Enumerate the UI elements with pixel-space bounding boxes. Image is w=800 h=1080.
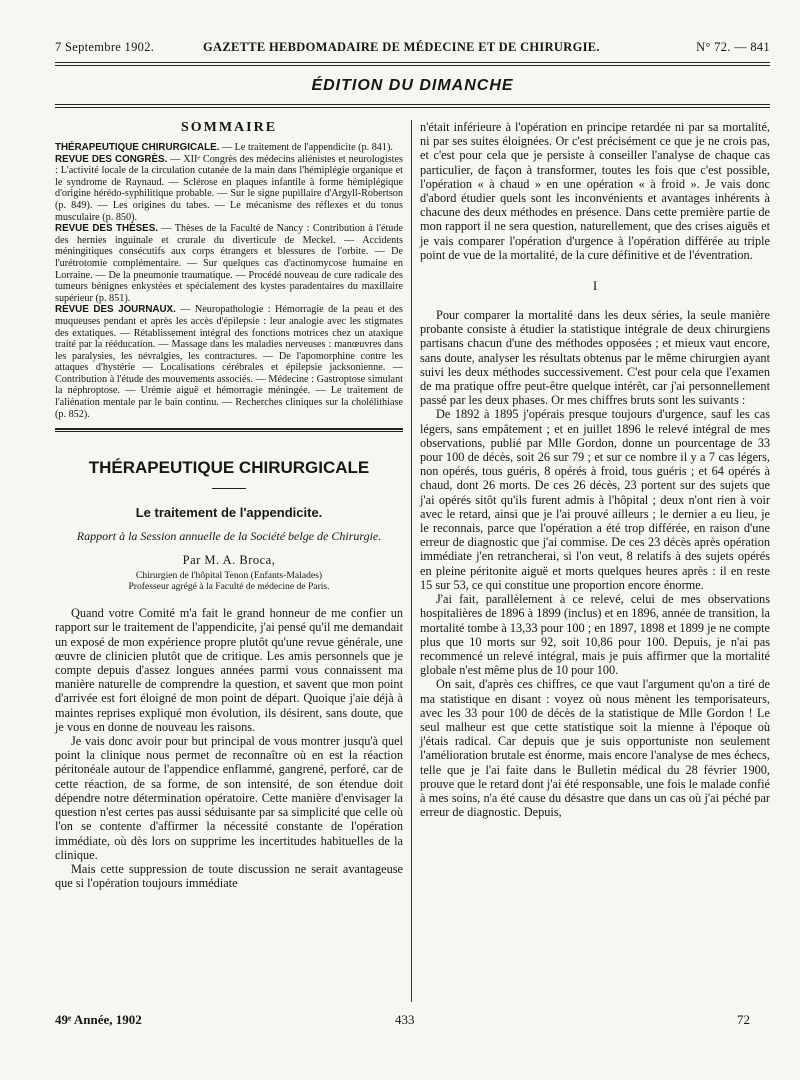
edition-banner: ÉDITION DU DIMANCHE <box>311 77 514 94</box>
body-paragraph: Je vais donc avoir pour but principal de vous montrer jusqu'à quel point la clinique nous permet de reconnaître où en est la réaction péritonéale autour de l'appendice enflammé, gangrené, perforé, car de cette réaction, de sa forme, de son intensité, de son étendue doit dépendre notre détermination opératoire. Cette manière d'envisager la question n'est certes pas aussi séduisante par sa simplicité que celle où l'on se contente d'affirmer la nécessité constante de l'opération immédiate, où dès lors on supprime les incertitudes habituelles de la clinique. <box>55 734 403 862</box>
left-column <box>55 120 403 890</box>
sommaire-entry-text: — XIIᵉ Congrès des médecins aliénistes et neurologistes : L'activité locale de la circulation cutanée de la main dans l'hémiplégie organique et le syndrome de Raynaud. — Sclérose en plaques infantile à forme hémiplégique d'origine hérédo-syphilitique probable. — Sur le signe pupillaire d'Argyll-Robertson (p. 849). — Les origines du tabes. — Le mécanisme des réflexes et du tonus musculaire (p. 850). <box>55 153 403 223</box>
issue-page-number: N° 72. — 841 <box>696 40 770 54</box>
body-paragraph: n'était inférieure à l'opération en principe retardée ni par sa mortalité, ni par ses suites éloignées. Or c'est précisément ce que je ne crois pas, et c'est pour cela que je persiste à conseiller l'analyse de chaque cas particulier, de façon à transformer, toutes les fois que c'est possible, l'opération « à chaud » en une opération « à froid ». Je vais donc d'abord étudier quels sont les inconvénients et avantages inhérents à chacune des deux méthodes en présence. Dans cette première partie de mon rapport il ne sera question, naturellement, que des crises aiguës et je vais comparer l'opération d'urgence à l'opération différée au triple point de vue de la mortalité, de la cure définitive et de l'éventration. <box>420 120 770 262</box>
sommaire-entry-text: — Neuropathologie : Hémorragie de la peau et des muqueuses pendant et après les accès d'épilepsie : leur analogie avec les stigmates des extatiques. — Rétablissement intégral des fonctions motrices chez un ataxique traité par la rééducation. — Massage dans les maladies nerveuses : manœuvres dans les paralysies, les névralgies, les contractures. — De l'apomorphine contre les attaques d'hystérie — Localisations cérébrales et épilepsie jacksonienne. — Contribution à l'étude des mouvements associés. — Médecine : Gastroptose simulant la néphroptose. — Urémie aiguë et hémorragie méningée. — Le traitement de l'aliénation mentale par le bain continu. — Recherches cliniques sur la cholélithiase (p. 852). <box>55 304 404 420</box>
sommaire-entry-head: REVUE DES CONGRÈS. <box>55 153 168 165</box>
sommaire-entry <box>55 154 403 224</box>
header-date: 7 Septembre 1902. <box>55 40 155 54</box>
body-paragraph: Mais cette suppression de toute discussion ne serait avantageuse que si l'opération toujours immédiate <box>55 861 403 891</box>
article-rapport: Rapport à la Session annuelle de la Société belge de Chirurgie. <box>76 529 382 544</box>
page-footer <box>55 1012 770 1030</box>
affiliation-line: Chirurgien de l'hôpital Tenon (Enfants-Malades) <box>135 570 323 582</box>
sommaire-entry-text: — Le traitement de l'appendicite (p. 841). <box>219 142 393 153</box>
article-title: Le traitement de l'appendicite. <box>135 505 323 521</box>
sommaire-entry <box>55 304 403 420</box>
sommaire-end-rule <box>55 428 403 432</box>
footer-issue: 72 <box>737 1012 750 1027</box>
edition-rule <box>55 104 770 108</box>
right-column <box>420 120 770 819</box>
affiliation-line: Professeur agrégé à la Faculté de médecine de Paris. <box>128 581 330 593</box>
section-number: I <box>592 278 598 294</box>
journal-title: GAZETTE HEBDOMADAIRE DE MÉDECINE ET DE CHIRURGIE. <box>203 40 600 54</box>
body-paragraph: J'ai fait, parallèlement à ce relevé, celui de mes observations hospitalières de 1896 à 1899 (inclus) et en 1896, année de transition, la mortalité tombe à 13,33 pour 100 ; en 1897, 1898 et 1899 je ne compte plus que 10 morts sur 92, soit 10,86 pour 100. Depuis, je n'ai pas recommencé un relevé intégral, mais je puis affirmer que la mortalité globale n'est même plus de 10 pour 100. <box>420 592 770 678</box>
sommaire-entry <box>55 223 403 304</box>
sommaire-entry-text: — Thèses de la Faculté de Nancy : Contribution à l'étude des hernies inguinale et crurale du diverticule de Meckel. — Accidents méningitiques consécutifs aux corps étrangers et blessures de l'orbite. — De l'urétrotomie complémentaire. — Sur quelques cas d'actinomycose humaine en Lorraine. — De la pneumonie traumatique. — Procédé nouveau de cure radicale des tumeurs bénignes enkystées et spécialement des kystes paradentaires du maxillaire supérieur (p. 851). <box>55 223 404 304</box>
title-rule <box>212 488 246 489</box>
author-affiliation <box>55 570 403 592</box>
column-divider <box>411 120 412 1002</box>
sommaire-entry <box>55 142 403 154</box>
body-paragraph: On sait, d'après ces chiffres, ce que vaut l'argument qu'on a tiré de ma statistique en disant : voyez où nous mènent les temporisateurs, avec les 33 pour 100 de décès de la statistique de Mlle Gordon ! Le seul malheur est que cette statistique soit la mienne à l'époque où j'étais radical. Car depuis que je suis opportuniste non seulement l'amélioration brutale est énorme, mais encore l'analyse de mes échecs, telle que je l'ai faite dans le Bulletin médical du 28 février 1900, prouve que le retard dont j'ai été responsable, une fois le malade confié à mes soins, n'a été cause du désastre que dans un cas où j'ai péché par erreur de diagnostic. Depuis, <box>420 677 770 820</box>
journal-page <box>55 0 770 1080</box>
running-header <box>55 40 770 58</box>
footer-page-number: 433 <box>395 1012 415 1027</box>
body-paragraph: Quand votre Comité m'a fait le grand honneur de me confier un rapport sur le traitement de l'appendicite, j'ai pensé qu'il me demandait un exposé de mon expérience propre plutôt qu'une revue générale, une œuvre de clinicien plutôt que de critique. Les amis personnels que je compte depuis d'assez longues années parmi vous connaissent ma manière naturelle de comprendre la question, et savent que mon point d'arrivée est fort éloigné de mon point de départ. Quoique j'aie déjà à maintes reprises expliqué mon évolution, ils désirent, sans doute, que je vous en donne de nouveau les raisons. <box>55 606 403 734</box>
section-heading: THÉRAPEUTIQUE CHIRURGICALE <box>88 458 370 478</box>
sommaire-entry-head: REVUE DES JOURNAUX. <box>55 304 176 316</box>
body-paragraph: De 1892 à 1895 j'opérais presque toujours d'urgence, sauf les cas légers, sans empâtement ; et en juillet 1896 le relevé intégral de mes observations, publié par Mlle Gordon, donne un pourcentage de 33 pour 100 de décès, soit 26 sur 79 ; et sur ce nombre il y a 7 cas légers, non opérés, tous guéris, 8 opérés à froid, tous guéris ; et 64 opérés à chaud, dont 26 morts. De ces 26 décès, 23 portent sur des sujets que j'ai opérés sitôt qu'ils furent admis à l'hôpital ; deux n'ont rien à voir avec le retard, ainsi que je l'ai prouvé ailleurs ; le dernier a eu lieu, je le reconnais, parce que l'opération a été trop différée, en raison d'une erreur de diagnostic que j'ai commise. De ces 23 décès après opération immédiate j'en retrancherai, si l'on veut, 8 relatifs à des sujets opérés en pleine péritonite aiguë et morts quelques heures après : il en reste 15 sur 53, ce qui constitue une proportion encore énorme. <box>420 407 770 592</box>
sommaire-entry-head: REVUE DES THÈSES. <box>55 223 158 235</box>
header-rule <box>55 62 770 66</box>
article-author: Par M. A. Broca, <box>182 553 276 568</box>
sommaire-entry-head: THÉRAPEUTIQUE CHIRURGICALE. <box>55 142 220 153</box>
sommaire-title: SOMMAIRE <box>180 120 278 135</box>
footer-year: 49ᵉ Année, 1902 <box>55 1012 142 1027</box>
body-paragraph: Pour comparer la mortalité dans les deux séries, la seule manière probante consiste à étudier la statistique intégrale de deux chirurgiens partisans chacun d'une des méthodes opposées ; et mieux vaut encore, sans doute, analyser les résultats obtenus par le même chirurgien ayant suivi les deux méthodes successivement. C'est pour cela que l'examen de ma pratique offre peut-être quelque intérêt, car j'ai personnellement passé par les deux phases. Or mes chiffres bruts sont les suivants : <box>420 308 770 408</box>
